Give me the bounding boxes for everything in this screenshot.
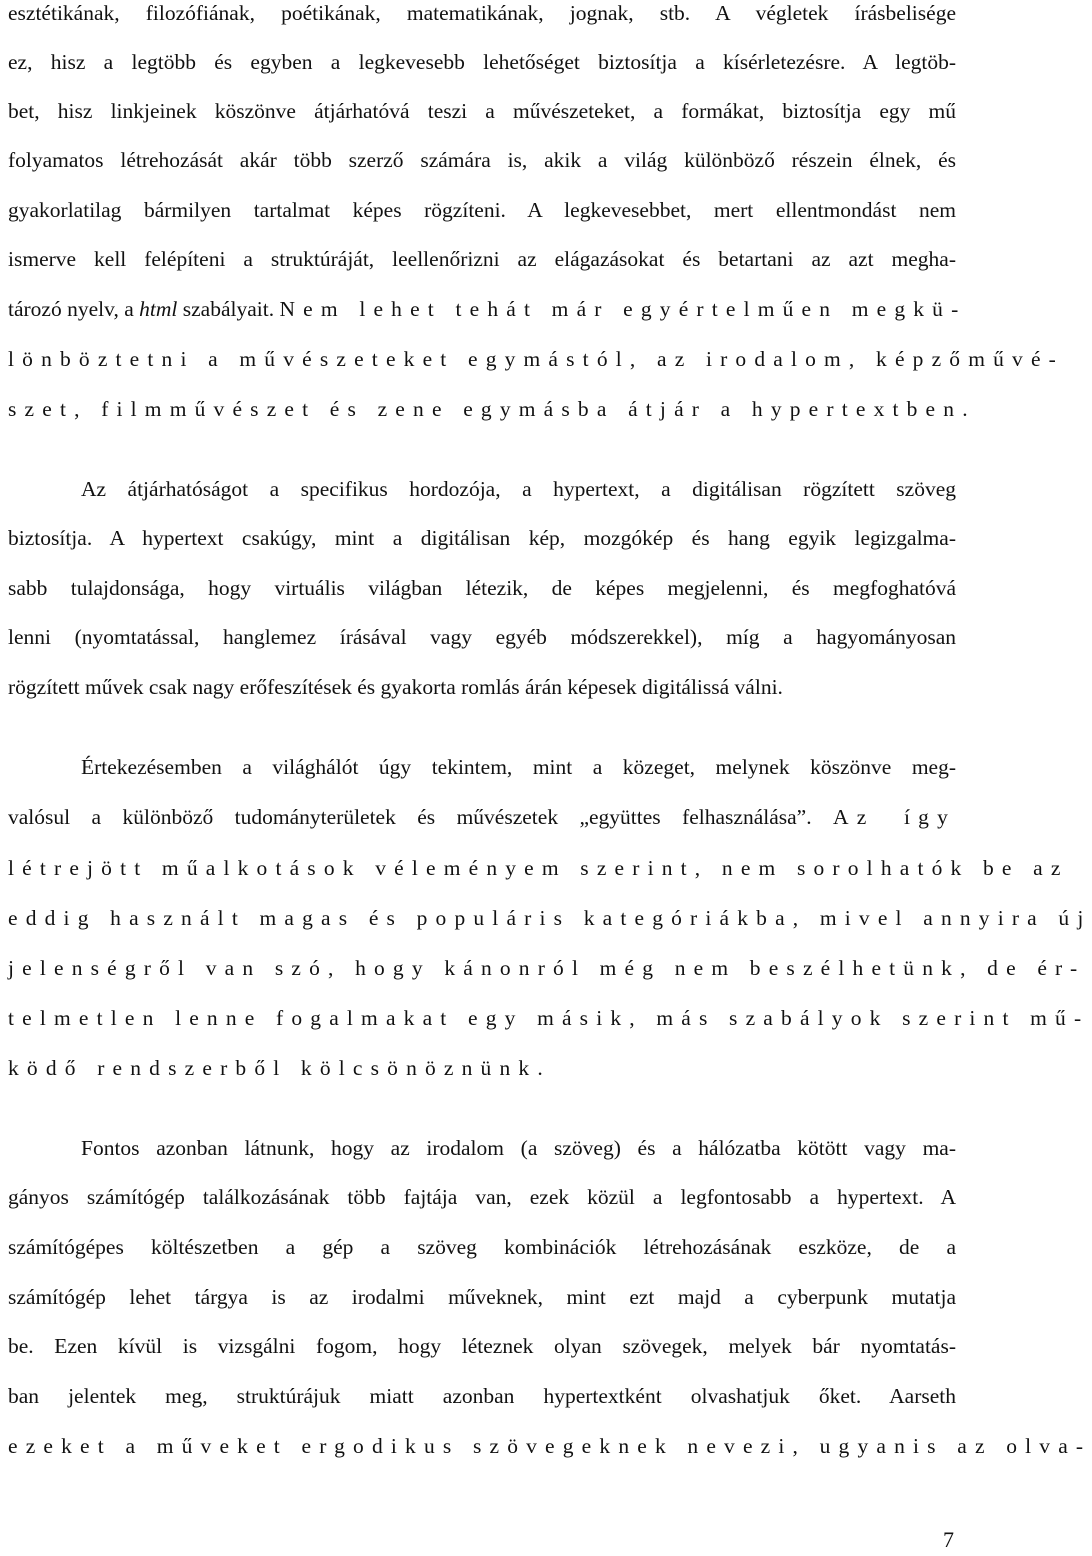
text-line: folyamatos létrehozását akár több szerző számára is, akik a világ különböző részein élnek, és [8,148,956,172]
text-line: ban jelentek meg, struktúrájuk miatt azonban hypertextként olvashatjuk őket. Aarseth [8,1384,956,1408]
text-line-emphasis: szet, filmművészet és zene egymásba átjár a hypertextben. [8,397,976,421]
text-line: számítógép lehet tárgya is az irodalmi műveknek, mint ezt majd a cyberpunk mutatja [8,1285,956,1309]
text-line: Az átjárhatóságot a specifikus hordozója, a hypertext, a digitálisan rögzített szöveg [81,477,956,501]
text-line: sabb tulajdonsága, hogy virtuális világban létezik, de képes megjelenni, és megfoghatóvá [8,576,956,600]
text-line: Fontos azonban látnunk, hogy az irodalom (a szöveg) és a hálózatba kötött vagy ma- [81,1136,956,1160]
text-line: be. Ezen kívül is vizsgálni fogom, hogy léteznek olyan szövegek, melyek bár nyomtatás- [8,1334,956,1358]
text-line: bet, hisz linkjeinek köszönve átjárhatóvá teszi a művészeteket, a formákat, biztosítja egy mű [8,99,956,123]
text-line-emphasis: lönböztetni a művészeteket egymástól, az irodalom, képzőművé- [8,347,1064,371]
text-line: számítógépes költészetben a gép a szöveg kombinációk létrehozásának eszköze, de a [8,1235,956,1259]
text-line: esztétikának, filozófiának, poétikának, matematikának, jognak, stb. A végletek írásbelisége [8,1,956,25]
text-line-emphasis: ködő rendszerből kölcsönöznünk. [8,1056,551,1080]
text-line-emphasis: telmetlen lenne fogalmakat egy másik, más szabályok szerint mű- [8,1006,1090,1030]
text-line-emphasis: eddig használt magas és populáris kategóriákba, mivel annyira új [8,906,1092,930]
text-line: rögzített művek csak nagy erőfeszítések és gyakorta romlás árán képesek digitálissá válni. [8,675,783,699]
text-line: ez, hisz a legtöbb és egyben a legkevesebb lehetőséget biztosítja a kísérletezésre. A legtöb- [8,50,956,74]
text-line: ismerve kell felépíteni a struktúráját, leellenőrizni az elágazásokat és betartani az azt megha- [8,247,956,271]
text-line: gányos számítógép találkozásának több fajtája van, ezek közül a legfontosabb a hypertext. A [8,1185,956,1209]
text-line-mixed: tározó nyelv, a html szabályait. Nem lehet tehát már egyértelműen megkü- [8,297,967,321]
text-line: lenni (nyomtatással, hanglemez írásával vagy egyéb módszerekkel), míg a hagyományosan [8,625,956,649]
text-line-emphasis: ezeket a műveket ergodikus szövegeknek nevezi, ugyanis az olva- [8,1434,1092,1458]
text-line: gyakorlatilag bármilyen tartalmat képes rögzíteni. A legkevesebbet, mert ellentmondást nem [8,198,956,222]
text-line: Értekezésemben a világhálót úgy tekintem, mint a közeget, melynek köszönve meg- [81,755,956,779]
text-line-emphasis: jelenségről van szó, hogy kánonról még nem beszélhetünk, de ér- [8,956,1086,980]
text-line-mixed: valósul a különböző tudományterületek és művészetek „együttes felhasználása”. Az így [8,805,956,829]
text-line-emphasis: létrejött műalkotások véleményem szerint, nem sorolhatók be az [8,856,1069,880]
text-line: biztosítja. A hypertext csakúgy, mint a digitálisan kép, mozgókép és hang egyik legizgalma- [8,526,956,550]
page-number: 7 [943,1527,954,1552]
